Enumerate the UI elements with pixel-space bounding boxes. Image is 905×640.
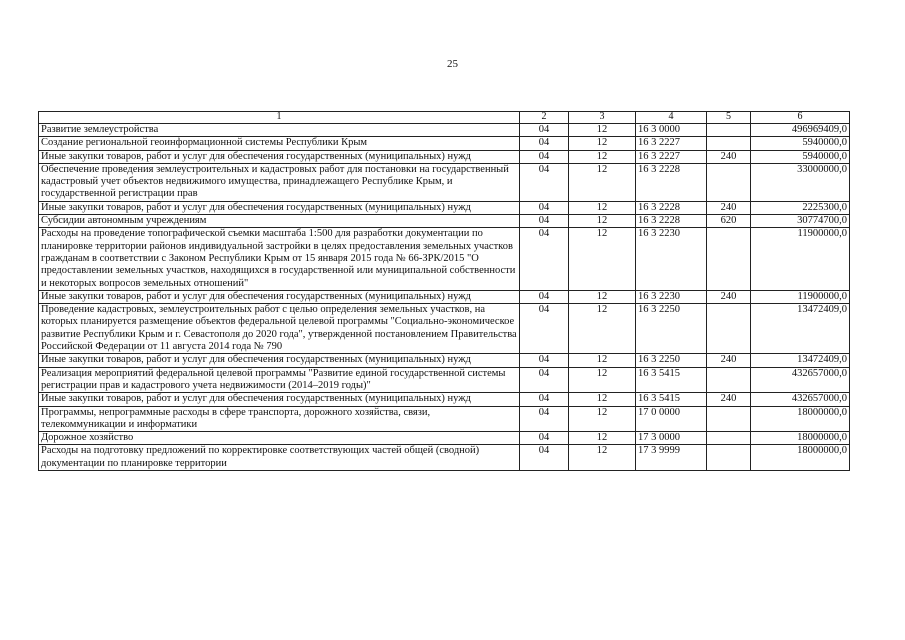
row-name: Субсидии автономным учреждениям bbox=[39, 215, 520, 228]
row-subsection: 12 bbox=[569, 290, 636, 303]
row-expense-type bbox=[707, 137, 751, 150]
row-section: 04 bbox=[520, 290, 569, 303]
row-expense-type: 620 bbox=[707, 215, 751, 228]
row-amount: 11900000,0 bbox=[751, 228, 850, 290]
header-cell: 4 bbox=[636, 112, 707, 124]
row-amount: 5940000,0 bbox=[751, 150, 850, 163]
table-row bbox=[39, 124, 850, 137]
row-target-code: 16 3 5415 bbox=[636, 367, 707, 393]
table-row bbox=[39, 432, 850, 445]
row-section: 04 bbox=[520, 354, 569, 367]
row-target-code: 16 3 2250 bbox=[636, 354, 707, 367]
row-target-code: 17 3 0000 bbox=[636, 432, 707, 445]
row-subsection: 12 bbox=[569, 304, 636, 354]
row-section: 04 bbox=[520, 393, 569, 406]
row-expense-type: 240 bbox=[707, 150, 751, 163]
row-expense-type: 240 bbox=[707, 393, 751, 406]
row-name: Дорожное хозяйство bbox=[39, 432, 520, 445]
budget-table bbox=[38, 111, 850, 471]
row-name: Развитие землеустройства bbox=[39, 124, 520, 137]
row-section: 04 bbox=[520, 201, 569, 214]
table-row bbox=[39, 163, 850, 201]
row-target-code: 16 3 2230 bbox=[636, 228, 707, 290]
row-subsection: 12 bbox=[569, 432, 636, 445]
row-name: Проведение кадастровых, землеустроительных работ с целью определения земельных участков, на которых планируется размещение объектов федеральной целевой программы "Социально-экономическое развитие Республики Крым и г. Севастополя до 2020 года", утвержденной постановлением Правительства Российской Федерации от 11 августа 2014 года № 790 bbox=[39, 304, 520, 354]
row-name: Иные закупки товаров, работ и услуг для обеспечения государственных (муниципальных) нужд bbox=[39, 150, 520, 163]
page-number: 25 bbox=[447, 58, 458, 70]
row-expense-type: 240 bbox=[707, 354, 751, 367]
row-name: Расходы на проведение топографической съемки масштаба 1:500 для разработки документации по планировке территории районов индивидуальной застройки в целях предоставления земельных участков гражданам в соответствии с Законом Республики Крым от 15 января 2015 года № 66-ЗРК/2015 "О предоставлении земельных участков, находящихся в государственной или муниципальной собственности и некоторых вопросов земельных отношений" bbox=[39, 228, 520, 290]
table-row bbox=[39, 367, 850, 393]
row-name: Обеспечение проведения землеустроительных и кадастровых работ для постановки на государственный кадастровый учет объектов недвижимого имущества, принадлежащего Республике Крым, и государственной регистрации прав bbox=[39, 163, 520, 201]
row-amount: 13472409,0 bbox=[751, 304, 850, 354]
row-target-code: 17 0 0000 bbox=[636, 406, 707, 432]
row-target-code: 16 3 2230 bbox=[636, 290, 707, 303]
row-section: 04 bbox=[520, 432, 569, 445]
row-subsection: 12 bbox=[569, 201, 636, 214]
header-cell: 1 bbox=[39, 112, 520, 124]
row-target-code: 16 3 2227 bbox=[636, 150, 707, 163]
row-target-code: 16 3 2250 bbox=[636, 304, 707, 354]
row-name: Иные закупки товаров, работ и услуг для обеспечения государственных (муниципальных) нужд bbox=[39, 290, 520, 303]
table-row bbox=[39, 445, 850, 471]
row-section: 04 bbox=[520, 367, 569, 393]
row-expense-type bbox=[707, 124, 751, 137]
row-section: 04 bbox=[520, 406, 569, 432]
row-target-code: 16 3 2227 bbox=[636, 137, 707, 150]
row-section: 04 bbox=[520, 124, 569, 137]
row-subsection: 12 bbox=[569, 124, 636, 137]
row-subsection: 12 bbox=[569, 445, 636, 471]
row-section: 04 bbox=[520, 445, 569, 471]
row-expense-type: 240 bbox=[707, 290, 751, 303]
row-name: Иные закупки товаров, работ и услуг для обеспечения государственных (муниципальных) нужд bbox=[39, 201, 520, 214]
row-section: 04 bbox=[520, 215, 569, 228]
header-cell: 2 bbox=[520, 112, 569, 124]
row-expense-type bbox=[707, 228, 751, 290]
row-amount: 33000000,0 bbox=[751, 163, 850, 201]
table-row bbox=[39, 201, 850, 214]
row-amount: 432657000,0 bbox=[751, 393, 850, 406]
row-amount: 2225300,0 bbox=[751, 201, 850, 214]
row-name: Создание региональной геоинформационной системы Республики Крым bbox=[39, 137, 520, 150]
row-expense-type: 240 bbox=[707, 201, 751, 214]
row-amount: 18000000,0 bbox=[751, 432, 850, 445]
row-amount: 11900000,0 bbox=[751, 290, 850, 303]
row-amount: 5940000,0 bbox=[751, 137, 850, 150]
row-expense-type bbox=[707, 406, 751, 432]
table-row bbox=[39, 304, 850, 354]
row-name: Иные закупки товаров, работ и услуг для обеспечения государственных (муниципальных) нужд bbox=[39, 393, 520, 406]
table-row bbox=[39, 393, 850, 406]
row-expense-type bbox=[707, 445, 751, 471]
row-expense-type bbox=[707, 304, 751, 354]
row-name: Иные закупки товаров, работ и услуг для обеспечения государственных (муниципальных) нужд bbox=[39, 354, 520, 367]
row-subsection: 12 bbox=[569, 150, 636, 163]
table-row bbox=[39, 290, 850, 303]
row-amount: 13472409,0 bbox=[751, 354, 850, 367]
row-section: 04 bbox=[520, 304, 569, 354]
row-amount: 432657000,0 bbox=[751, 367, 850, 393]
row-expense-type bbox=[707, 432, 751, 445]
row-section: 04 bbox=[520, 137, 569, 150]
row-section: 04 bbox=[520, 163, 569, 201]
row-name: Расходы на подготовку предложений по корректировке соответствующих частей общей (сводной) документации по планировке территории bbox=[39, 445, 520, 471]
header-cell: 3 bbox=[569, 112, 636, 124]
row-target-code: 16 3 0000 bbox=[636, 124, 707, 137]
row-target-code: 16 3 2228 bbox=[636, 215, 707, 228]
table-row bbox=[39, 228, 850, 290]
table-row bbox=[39, 150, 850, 163]
table-row bbox=[39, 406, 850, 432]
row-target-code: 16 3 2228 bbox=[636, 163, 707, 201]
row-name: Программы, непрограммные расходы в сфере транспорта, дорожного хозяйства, связи, телекоммуникации и информатики bbox=[39, 406, 520, 432]
row-amount: 18000000,0 bbox=[751, 445, 850, 471]
row-expense-type bbox=[707, 367, 751, 393]
table-row bbox=[39, 215, 850, 228]
row-subsection: 12 bbox=[569, 354, 636, 367]
row-amount: 496969409,0 bbox=[751, 124, 850, 137]
row-subsection: 12 bbox=[569, 367, 636, 393]
row-section: 04 bbox=[520, 150, 569, 163]
row-amount: 30774700,0 bbox=[751, 215, 850, 228]
row-section: 04 bbox=[520, 228, 569, 290]
row-subsection: 12 bbox=[569, 393, 636, 406]
row-subsection: 12 bbox=[569, 228, 636, 290]
table-row bbox=[39, 137, 850, 150]
row-subsection: 12 bbox=[569, 163, 636, 201]
row-subsection: 12 bbox=[569, 406, 636, 432]
header-cell: 6 bbox=[751, 112, 850, 124]
header-cell: 5 bbox=[707, 112, 751, 124]
row-subsection: 12 bbox=[569, 137, 636, 150]
row-target-code: 16 3 2228 bbox=[636, 201, 707, 214]
row-target-code: 16 3 5415 bbox=[636, 393, 707, 406]
table-row bbox=[39, 354, 850, 367]
row-target-code: 17 3 9999 bbox=[636, 445, 707, 471]
row-name: Реализация мероприятий федеральной целевой программы "Развитие единой государственной системы регистрации прав и кадастрового учета недвижимости (2014–2019 годы)" bbox=[39, 367, 520, 393]
row-expense-type bbox=[707, 163, 751, 201]
row-subsection: 12 bbox=[569, 215, 636, 228]
row-amount: 18000000,0 bbox=[751, 406, 850, 432]
table-header-row bbox=[39, 112, 850, 124]
